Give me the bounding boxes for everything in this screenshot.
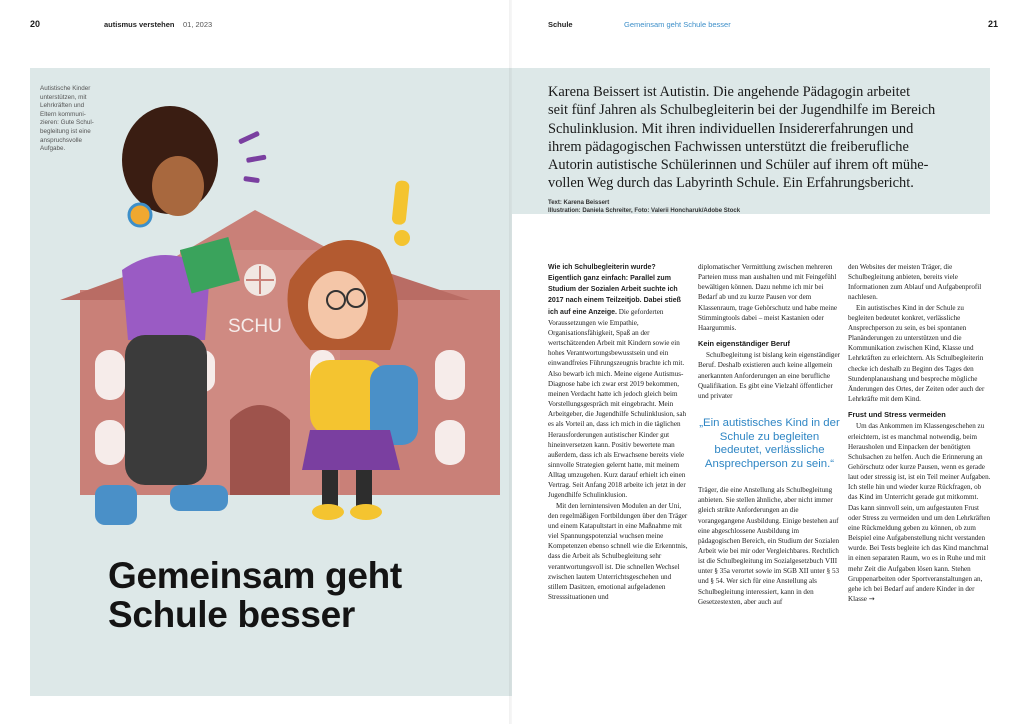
body-paragraph: Träger, die eine Anstellung als Schulbegleitung anbieten. Sie stellen ähnliche, aber nicht immer gleich strikte Anforderungen an die vorangegangene Ausbildung. Einige bestehen auf eine abgeschlossene Ausbildung im pädagogischen Bereich, ein Studium der Sozialen Arbeit wie bei mir oder Vergleichbares. Rechtlich ist die Schulbegleitung im Sozialgesetzbuch VIII unter § 35a verortet sowie im SGB XII unter § 53 und § 54. Wer sich für eine Anstellung als Schulbegleitung interessiert, kann in den Gesetzestexten, aber auch auf	[698, 486, 840, 606]
image-caption: Autistische Kinder unterstützen, mit Lehrkräften und Eltern kommuni- zieren: Gute Schul- begleitung ist eine anspruchsvolle Aufgabe.	[40, 85, 94, 153]
text-column-1	[548, 262, 691, 602]
school-sign: SCHU	[228, 316, 282, 337]
exclamation-icon	[391, 180, 410, 246]
subheading-beruf: Kein eigenständiger Beruf	[698, 339, 790, 349]
body-paragraph: Mit den lernintensiven Modulen an der Uni, den regelmäßigen Fortbildungen über den Träger und einem Katapultstart in eine Maßnahme mit viel Spannungspotenzial wuchsen meine Kompetenzen ebenso schnell wie die Erkenntnis, dass die Arbeit als Schulbegleitung sehr verantwortungsvoll ist. Die schnellen Wechsel zwischen lautem Unterrichtsgeschehen und stillem Dasitzen, emotional aufgeladenen Stresssituationen und	[548, 501, 688, 601]
body-paragraph: Um das Ankommen im Klassengeschehen zu erleichtern, ist es manchmal notwendig, beim Herausholen und Einpacken der benötigten Schulsachen zu helfen. Auch die Erinnerung an Gehörschutz oder kurze Pausen, wenn es gerade laut oder stressig ist, ist ein Teil meiner Aufgaben. Ich stelle hin und wieder kurze Rückfragen, ob das Kind im Unterricht gerade gut mitkommt. Das kann sinnvoll sein, um aufgestauten Frust oder Stress zu vermeiden und um den Lehrkräften eine Rückmeldung geben zu können, ob zum Beispiel eine Aufgabenstellung nicht verstanden wurde. Bei Tests begleite ich das Kind manchmal in einen separaten Raum, wo es in Ruhe und mit mehr Zeit die Aufgaben lösen kann. Stehen Gruppenarbeiten oder Sportveranstaltungen an, gehe ich bei Bedarf auf andere Kinder in der Klasse →	[848, 422, 991, 603]
school-illustration	[40, 100, 512, 550]
body-paragraph: diplomatischer Vermittlung zwischen mehreren Parteien muss man aushalten und mit Feingefühl bewältigen können. Dazu nehme ich mir bei Bedarf ab und zu kurze Pausen vor dem Klassenraum, trage Gehörschutz und habe meine Stimmingtools dabei – meist Kastanien oder Haargummis.	[698, 263, 838, 332]
section-label: Schule	[548, 20, 573, 29]
continue-arrow-icon: →	[868, 594, 875, 603]
intro-lead-sentence: Wie ich Schulbegleiterin wurde? Eigentlich ganz einfach: Parallel zum Studium der Sozialen Arbeit suchte ich 2017 nach einem Teilzeitjob. Dabei stieß ich auf eine Anzeige.	[548, 264, 681, 316]
issue-date: 01, 2023	[183, 20, 213, 29]
article-credits: Text: Karena Beissert Illustration: Daniela Schreiter, Foto: Valerii Honcharuk/Adobe Stock	[548, 200, 741, 214]
magazine-name: autismus verstehen	[104, 20, 175, 29]
running-title: Gemeinsam geht Schule besser	[624, 20, 731, 29]
body-paragraph: den Websites der meisten Träger, die Schulbegleitung anbieten, bereits viele Informationen zum Ablauf und Aufgabenprofil nachlesen.	[848, 263, 982, 302]
text-column-3	[848, 262, 991, 604]
subheading-frust: Frust und Stress vermeiden	[848, 410, 946, 420]
page-number-right: 21	[988, 19, 999, 29]
body-paragraph: Schulbegleitung ist bislang kein eigenständiger Beruf. Deshalb existieren auch keine allgemein anerkannten Anforderungen an eine berufliche Qualifikation. Es gibt eine Vielzahl öffentlicher und privater	[698, 351, 840, 400]
body-paragraph: Ein autistisches Kind in der Schule zu begleiten bedeutet konkret, verlässliche Ansprechperson zu sein, es bei spontanen Planänderungen zu unterstützen und die Kommunikation zwischen Kind, Klasse und Lehrkräften zu erleichtern. Als Schulbegleiterin checke ich deshalb zu Beginn des Tages den Stundenplanaushang und bespreche mögliche Änderungen des Ortes, der Zeiten oder auch der Lehrkräfte mit dem Kind.	[848, 303, 985, 404]
article-headline: Gemeinsam geht Schule besser	[108, 555, 402, 635]
pull-quote: „Ein autistisches Kind in der Schule zu begleiten bedeutet, verlässliche Ansprechperson zu sein.“	[699, 417, 840, 470]
intro-paragraph: Wie ich Schulbegleiterin wurde? Eigentlich ganz einfach: Parallel zum Studium der Sozialen Arbeit suchte ich 2017 nach einem Teilzeitjob. Dabei stieß ich auf eine Anzeige. Die geforderten Voraussetzungen wie Empathie, Organisationsfähigkeit, Spaß an der wertschätzenden Arbeit mit Kindern sowie ein hohes Verantwortungsbewusstsein und ein einwandfreies Führungszeugnis brachte ich mit. Also bewarb ich mich. Meine eigene Autismus-Diagnose habe ich zwar erst 2019 bekommen, meinen Verdacht hatte ich jedoch gleich beim Vorstellungsgespräch mit eingebracht. Mein Arbeitgeber, die Jugendhilfe Schulinklusion, sah es als Vorteil an, dass ich mich in die täglichen Herausforderungen autistischer Kinder gut hineinversetzen kann. Positiv bewertete man außerdem, dass ich als Erwachsene bereits viele sinnvolle Strategien gelernt hatte, mit meinem Alltag umzugehen. Kurz darauf erhielt ich einen Vertrag. Seit Anfang 2018 arbeite ich jetzt in der Jugendhilfe Schulinklusion.	[548, 264, 687, 500]
surprise-marks-image	[238, 131, 267, 183]
article-lead: Karena Beissert ist Autistin. Die angehende Pädagogin arbeitet seit fünf Jahren als Schulbegleiterin bei der Jugendhilfe im Bereich Schulinklusion. Mit ihren individuellen Insidererfahrungen und ihrem pädagogischen Fachwissen unterstützt die freiberufliche Autorin autistische Schülerinnen und Schüler auf ihrem oft mühe- vollen Weg durch das Labyrinth Schule. Ein Erfahrungsbericht.	[548, 84, 936, 192]
right-page	[512, 0, 1024, 724]
page-number-left: 20	[30, 19, 41, 29]
text-column-2	[698, 262, 841, 607]
